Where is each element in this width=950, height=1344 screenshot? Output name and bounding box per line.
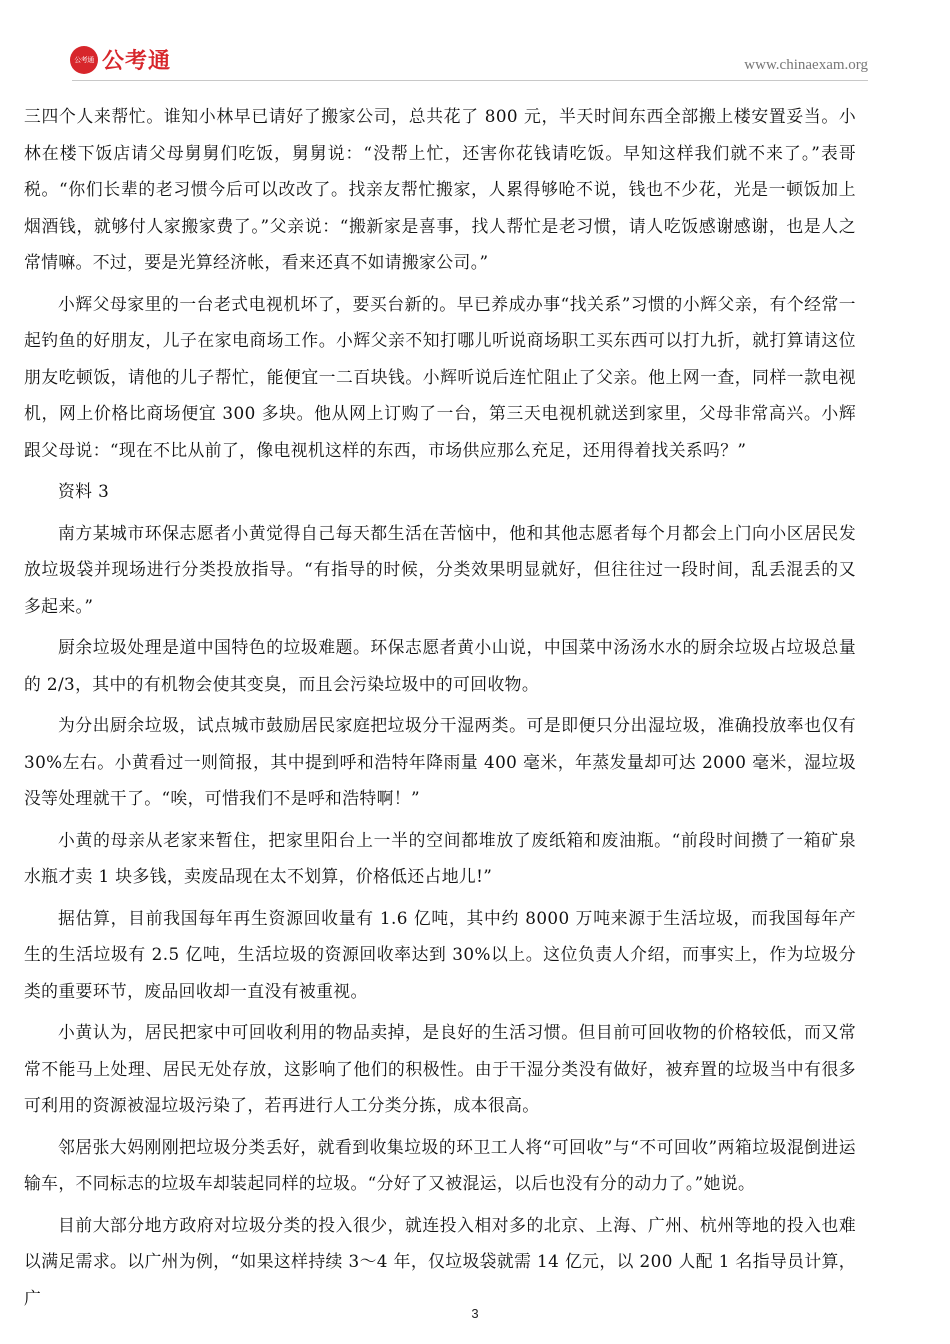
paragraph-1: 三四个人来帮忙。谁知小林早已请好了搬家公司，总共花了 800 元，半天时间东西全部搬上楼安置妥当。小林在楼下饭店请父母舅舅们吃饭，舅舅说：“没帮上忙，还害你花钱请吃饭。早知这样我们就不来了。”表哥税。“你们长辈的老习惯今后可以改改了。找亲友帮忙搬家，人累得够呛不说，钱也不少花，光是一顿饭加上烟酒钱，就够付人家搬家费了。”父亲说：“搬新家是喜事，找人帮忙是老习惯，请人吃饭感谢感谢，也是人之常情嘛。不过，要是光算经济帐，看来还真不如请搬家公司。” xyxy=(24,106,856,272)
paragraph-4: 厨余垃圾处理是道中国特色的垃圾难题。环保志愿者黄小山说，中国菜中汤汤水水的厨余垃圾占垃圾总量的 2/3，其中的有机物会使其变臭，而且会污染垃圾中的可回收物。 xyxy=(24,637,856,694)
paragraph-3: 南方某城市环保志愿者小黄觉得自己每天都生活在苦恼中，他和其他志愿者每个月都会上门向小区居民发放垃圾袋并现场进行分类投放指导。“有指导的时候，分类效果明显就好，但往往过一段时间，乱丢混丢的又多起来。” xyxy=(24,522,856,616)
document-body xyxy=(24,98,856,1321)
site-url: www.chinaexam.org xyxy=(744,57,868,73)
paragraph-9: 邻居张大妈刚刚把垃圾分类丢好，就看到收集垃圾的环卫工人将“可回收”与“不可回收”两箱垃圾混倒进运输车，不同标志的垃圾车却装起同样的垃圾。“分好了又被混运，以后也没有分的动力了。”她说。 xyxy=(24,1136,856,1193)
paragraph-5: 为分出厨余垃圾，试点城市鼓励居民家庭把垃圾分干湿两类。可是即便只分出湿垃圾，准确投放率也仅有 30%左右。小黄看过一则简报，其中提到呼和浩特年降雨量 400 毫米，年蒸发量却可达 2000 毫米，湿垃圾没等处理就干了。“唉，可惜我们不是呼和浩特啊！” xyxy=(24,715,856,808)
page-number: 3 xyxy=(471,1306,479,1321)
paragraph-10: 目前大部分地方政府对垃圾分类的投入很少，就连投入相对多的北京、上海、广州、杭州等地的投入也难以满足需求。以广州为例，“如果这样持续 3～4 年，仅垃圾袋就需 14 亿元，以 200 人配 1 名指导员计算，广 xyxy=(24,1214,856,1308)
paragraph-8: 小黄认为，居民把家中可回收利用的物品卖掉，是良好的生活习惯。但目前可回收物的价格较低，而又常常不能马上处理、居民无处存放，这影响了他们的积极性。由于干湿分类没有做好，被弃置的垃圾当中有很多可利用的资源被湿垃圾污染了，若再进行人工分类分拣，成本很高。 xyxy=(24,1022,856,1115)
paragraph-7: 据估算，目前我国每年再生资源回收量有 1.6 亿吨，其中约 8000 万吨来源于生活垃圾，而我国每年产生的生活垃圾有 2.5 亿吨，生活垃圾的资源回收率达到 30%以上。这位负责人介绍，而事实上，作为垃圾分类的重要环节，废品回收却一直没有被重视。 xyxy=(24,907,856,1001)
header-divider xyxy=(72,80,868,81)
paragraph-6: 小黄的母亲从老家来暂住，把家里阳台上一半的空间都堆放了废纸箱和废油瓶。“前段时间攒了一箱矿泉水瓶才卖 1 块多钱，卖废品现在太不划算，价格低还占地儿!” xyxy=(24,829,856,886)
section-heading-material-3: 资料 3 xyxy=(58,481,110,501)
logo-text: 公考通 xyxy=(102,49,172,74)
logo-badge-icon: 公考通 xyxy=(70,46,98,74)
logo xyxy=(70,44,171,75)
paragraph-2: 小辉父母家里的一台老式电视机坏了，要买台新的。早已养成办事“找关系”习惯的小辉父亲，有个经常一起钓鱼的好朋友，儿子在家电商场工作。小辉父亲不知打哪儿听说商场职工买东西可以打九折，就打算请这位朋友吃顿饭，请他的儿子帮忙，能便宜一二百块钱。小辉听说后连忙阻止了父亲。他上网一查，同样一款电视机，网上价格比商场便宜 300 多块。他从网上订购了一台，第三天电视机就送到家里，父母非常高兴。小辉跟父母说：“现在不比从前了，像电视机这样的东西，市场供应那么充足，还用得着找关系吗？” xyxy=(24,293,856,460)
page-header xyxy=(0,0,950,90)
